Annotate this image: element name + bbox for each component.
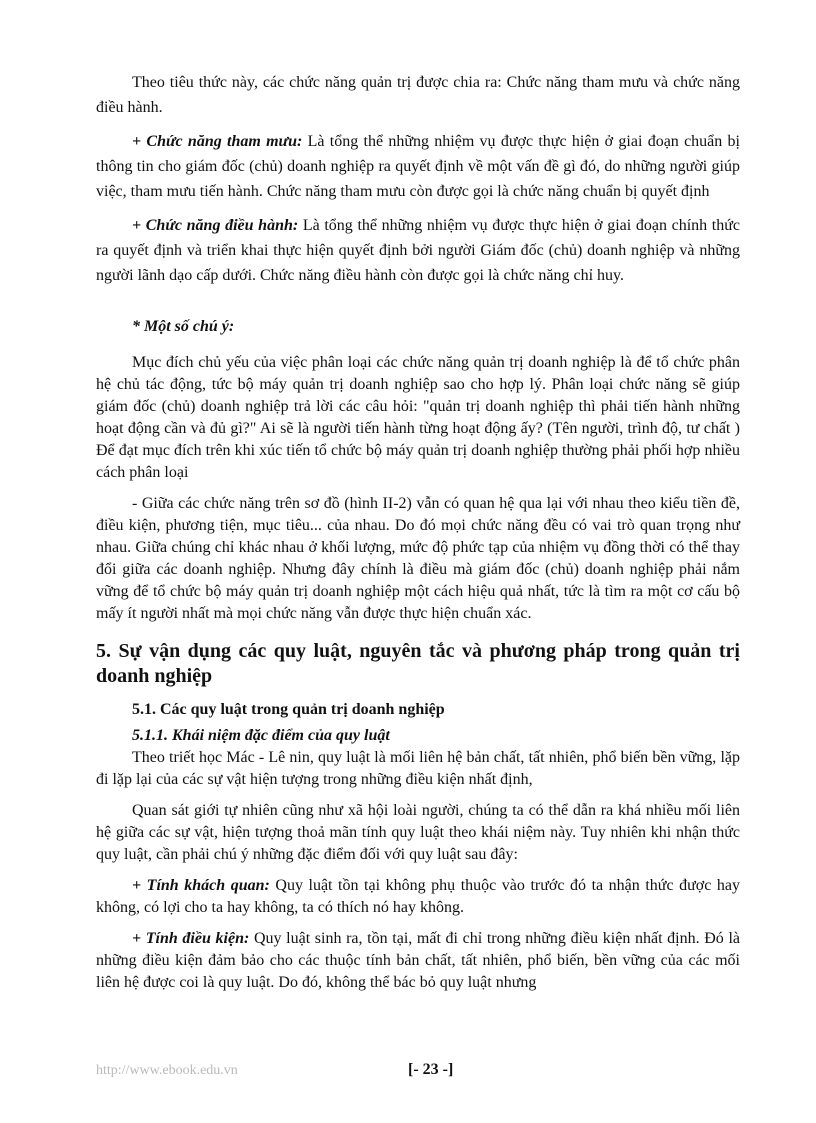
dieu-kien-paragraph — [96, 928, 740, 994]
page-body — [96, 70, 740, 994]
dieu-hanh-label: + Chức năng điều hành: — [132, 217, 299, 234]
khach-quan-paragraph — [96, 875, 740, 919]
tham-muu-paragraph — [96, 129, 740, 204]
dieu-kien-label: + Tính điều kiện: — [132, 930, 250, 947]
intro-text: Theo tiêu thức này, các chức năng quản trị được chia ra: Chức năng tham mưu và chức năng điều hành. — [96, 74, 740, 116]
tham-muu-text: Là tổng thể những nhiệm vụ được thực hiện ở giai đoạn chuẩn bị thông tin cho giám đốc (chủ) doanh nghiệp ra quyết định về một vấn đề gì đó, do những người giúp việc, tham mưu tiến hành. Chức năng tham mưu còn được gọi là chức năng chuẩn bị quyết định — [96, 133, 741, 200]
page-number: [- 23 -] — [408, 1061, 454, 1078]
section-5-1-heading: 5.1. Các quy luật trong quản trị doanh nghiệp — [132, 701, 445, 718]
note-heading: * Một số chú ý: — [132, 318, 235, 335]
intro-paragraph — [84, 70, 740, 120]
tham-muu-label: + Chức năng tham mưu: — [132, 133, 303, 150]
law-definition-paragraph: Theo triết học Mác - Lê nin, quy luật là mối liên hệ bản chất, tất nhiên, phổ biến bền vững, lặp đi lặp lại của các sự vật hiện tượng trong những điều kiện nhất định, — [96, 749, 740, 788]
section-5-1-1-heading: 5.1.1. Khái niệm đặc điểm của quy luật — [132, 727, 390, 744]
note-paragraph-2: - Giữa các chức năng trên sơ đồ (hình II-2) vẫn có quan hệ qua lại với nhau theo kiểu tiền đề, điều kiện, phương tiện, mục tiêu... của nhau. Do đó mọi chức năng đều có vai trò quan trọng như nhau. Giữa chúng chỉ khác nhau ở khối lượng, mức độ phức tạp của nhiệm vụ đồng thời có thể thay đổi giữa các doanh nghiệp. Nhưng đây chính là điều mà giám đốc (chủ) doanh nghiệp phải nắm vững để tổ chức bộ máy quản trị doanh nghiệp một cách hiệu quả nhất, tức là tìm ra một cơ cấu bộ mấy ít người nhất mà mọi chức năng vẫn được thực hiện chuẩn xác. — [96, 495, 740, 622]
dieu-hanh-text: Là tổng thể những nhiệm vụ được thực hiện ở giai đoạn chính thức ra quyết định và triển khai thực hiện quyết định bởi người Giám đốc (chủ) doanh nghiệp và những người lãnh dạo cấp dưới. Chức năng điều hành còn được gọi là chức năng chỉ huy. — [96, 217, 740, 284]
law-observation-paragraph: Quan sát giới tự nhiên cũng như xã hội loài người, chúng ta có thể dẫn ra khá nhiều mối liên hệ giữa các sự vật, hiện tượng thoả mãn tính quy luật theo khái niệm này. Tuy nhiên khi nhận thức quy luật, cần phải chú ý những đặc điểm đối với quy luật sau đây: — [96, 802, 740, 863]
dieu-kien-text: Quy luật sinh ra, tồn tại, mất đi chỉ trong những điều kiện nhất định. Đó là những điều kiện đảm bảo cho các thuộc tính bản chất, tất nhiên, phổ biến, bền vững của các mối liên hệ được coi là quy luật. Do đó, không thể bác bỏ quy luật nhưng — [96, 930, 740, 991]
dieu-hanh-paragraph — [96, 213, 740, 288]
footer-url[interactable]: http://www.ebook.edu.vn — [96, 1063, 238, 1078]
khach-quan-label: + Tính khách quan: — [132, 877, 270, 894]
page-footer — [96, 1061, 740, 1085]
khach-quan-text: Quy luật tồn tại không phụ thuộc vào trước đó ta nhận thức được hay không, có lợi cho ta hay không, ta có thích nó hay không. — [96, 877, 741, 916]
note-paragraph-1: Mục đích chủ yếu của việc phân loại các chức năng quản trị doanh nghiệp là để tổ chức phân hệ chủ tác động, tức bộ máy quản trị doanh nghiệp sao cho hợp lý. Phân loại chức năng sẽ giúp giám đốc (chủ) doanh nghiệp trả lời các câu hỏi: "quản trị doanh nghiệp thì phải tiến hành những hoạt động cần và đủ gì?" Ai sẽ là người tiến hành từng hoạt động ấy? (Tên người, trình độ, tư chất ) Để đạt mục đích trên khi xúc tiến tổ chức bộ máy quản trị doanh nghiệp thường phải phối hợp nhiều cách phân loại — [96, 354, 740, 481]
section-5-heading: 5. Sự vận dụng các quy luật, nguyên tắc và phương pháp trong quản trị doanh nghiệp — [96, 640, 740, 687]
